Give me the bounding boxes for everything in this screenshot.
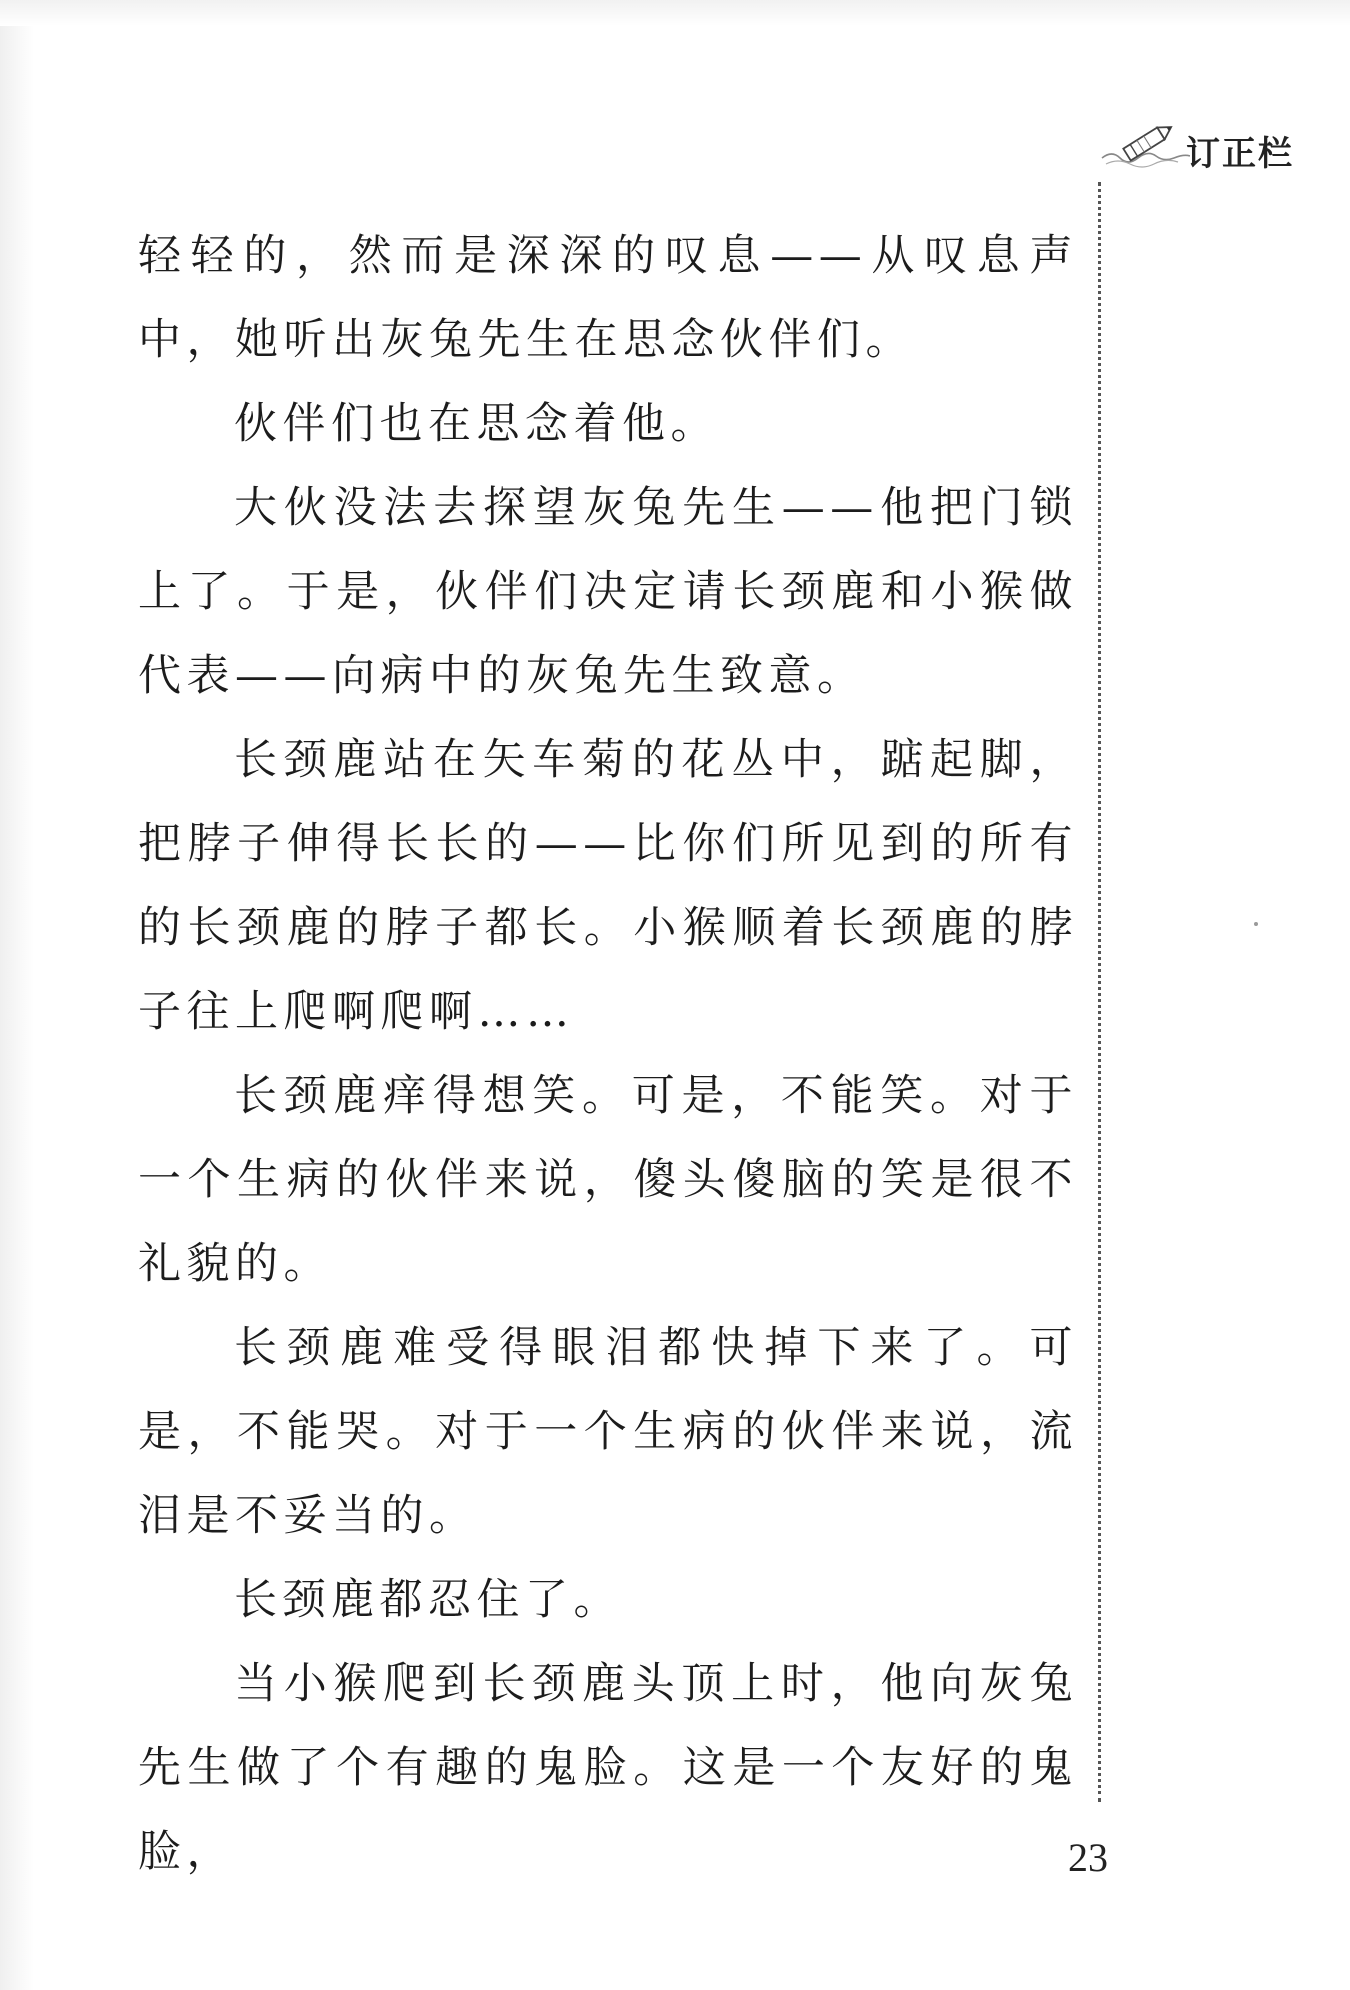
paragraph: 当小猴爬到长颈鹿头顶上时，他向灰兔先生做了个有趣的鬼脸。这是一个友好的鬼脸， bbox=[138, 1659, 1078, 1877]
pencil-icon bbox=[1100, 122, 1190, 182]
scan-top-shadow bbox=[0, 0, 1350, 26]
scan-speck bbox=[1254, 922, 1258, 926]
paragraph: 长颈鹿痒得想笑。可是，不能笑。对于一个生病的伙伴来说，傻头傻脑的笑是很不礼貌的。 bbox=[138, 1071, 1078, 1289]
paragraph: 长颈鹿难受得眼泪都快掉下来了。可是，不能哭。对于一个生病的伙伴来说，流泪是不妥当的。 bbox=[138, 1323, 1078, 1541]
paragraph: 长颈鹿站在矢车菊的花丛中，踮起脚，把脖子伸得长长的——比你们所见到的所有的长颈鹿的脖子都长。小猴顺着长颈鹿的脖子往上爬啊爬啊…… bbox=[138, 735, 1078, 1037]
scan-edge-shadow bbox=[0, 0, 34, 1990]
paragraph: 大伙没法去探望灰兔先生——他把门锁上了。于是，伙伴们决定请长颈鹿和小猴做代表——向病中的灰兔先生致意。 bbox=[138, 483, 1078, 701]
margin-divider bbox=[1098, 182, 1101, 1802]
correction-column-header bbox=[1100, 122, 1340, 182]
paragraph: 伙伴们也在思念着他。 bbox=[234, 399, 719, 449]
page-number: 23 bbox=[1068, 1835, 1108, 1880]
correction-column-title: 订正栏 bbox=[1186, 134, 1294, 174]
paragraph: 长颈鹿都忍住了。 bbox=[234, 1575, 622, 1625]
paragraph: 轻轻的，然而是深深的叹息——从叹息声中，她听出灰兔先生在思念伙伴们。 bbox=[138, 231, 1078, 365]
body-text bbox=[138, 214, 1078, 1894]
